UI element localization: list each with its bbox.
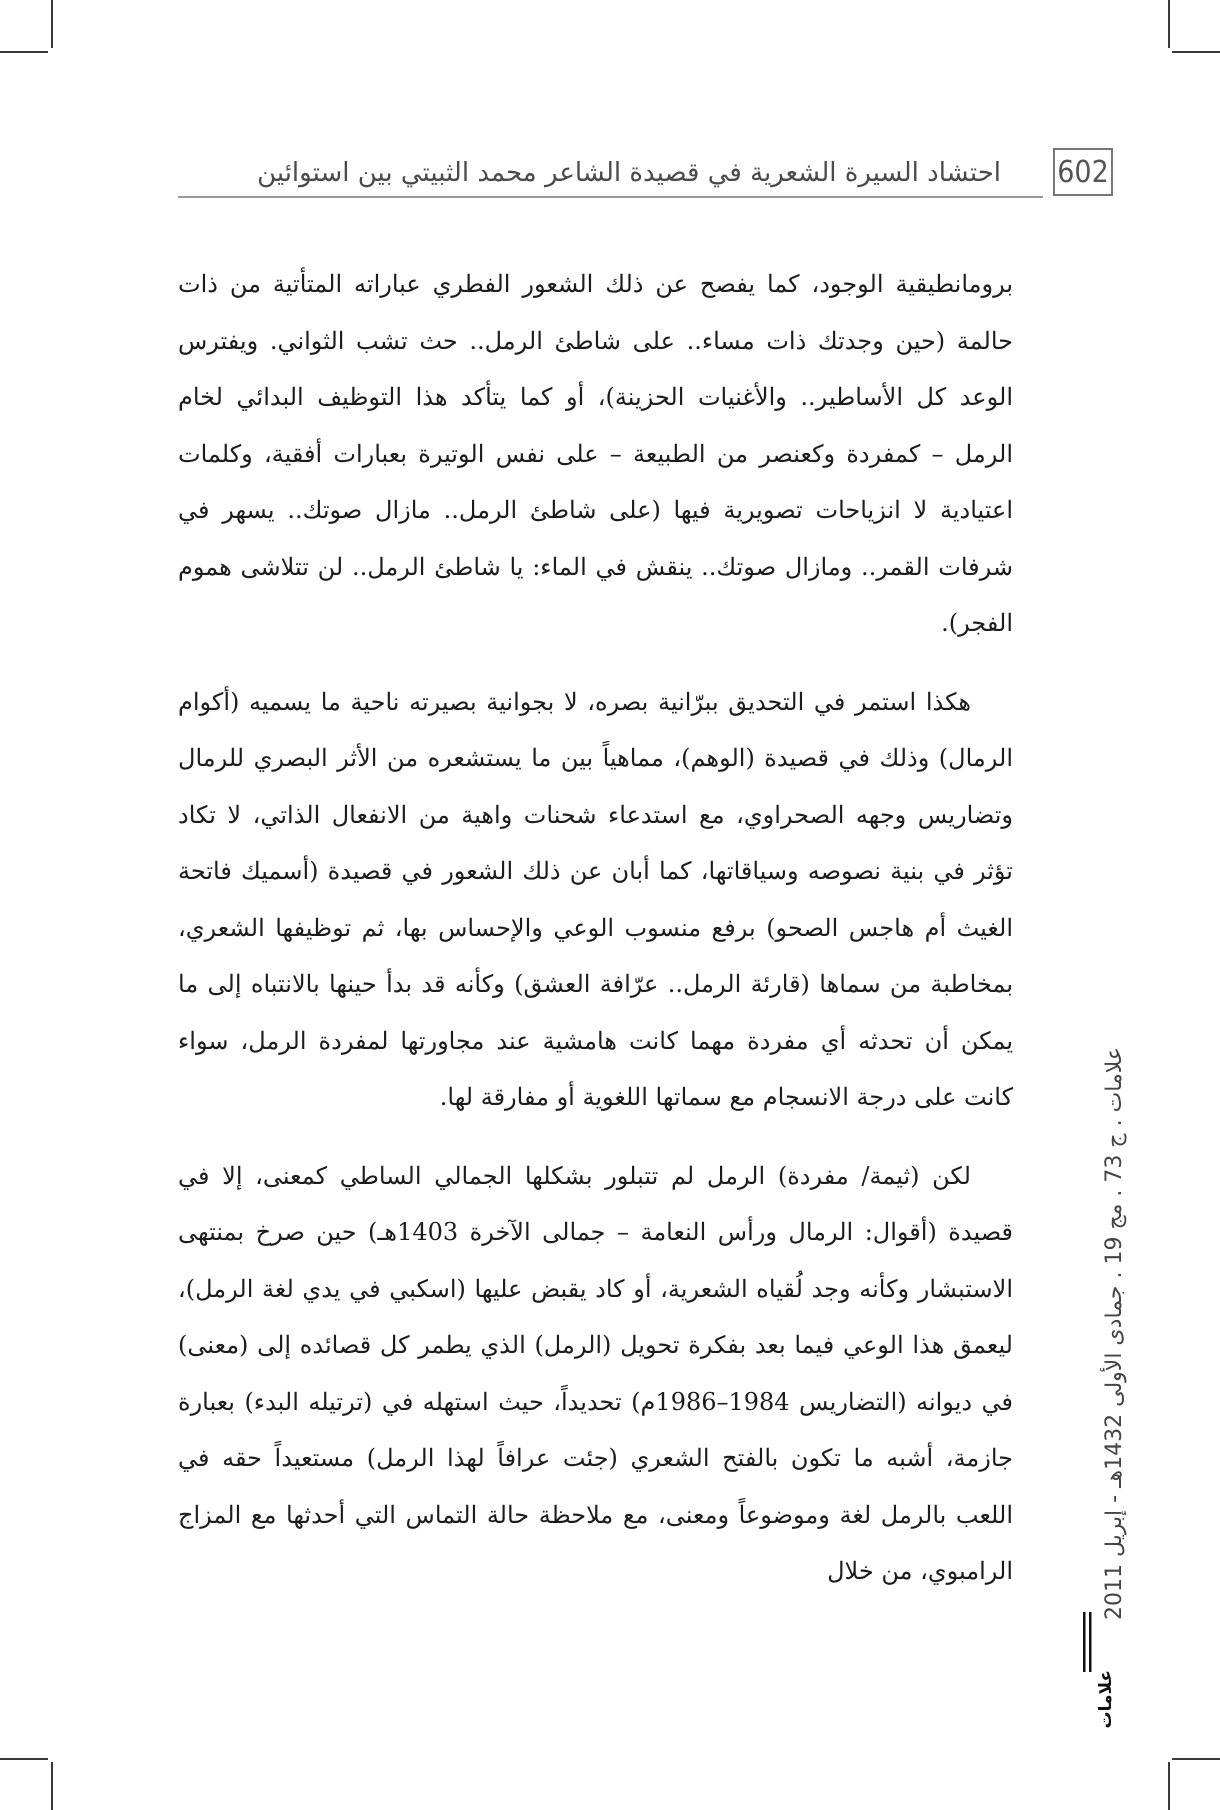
running-header <box>178 148 1113 204</box>
crop-mark <box>1172 51 1220 53</box>
body-text <box>178 256 1013 1600</box>
running-title: احتشاد السيرة الشعرية في قصيدة الشاعر محمد الثبيتي بين استوائين <box>257 158 1001 188</box>
crop-mark <box>0 1758 48 1760</box>
paragraph: هكذا استمر في التحديق ببرّانية بصره، لا بجوانية بصيرته ناحية ما يسميه (أكوام الرمال) وذلك في قصيدة (الوهم)، مماهياً بين ما يستشعره من الأثر البصري للرمال وتضاريس وجهه الصحراوي، مع استدعاء شحنات واهية من الانفعال الذاتي، لا تكاد تؤثر في بنية نصوصه وسياقاتها، كما أبان عن ذلك الشعور في قصيدة (أسميك فاتحة الغيث أم هاجس الصحو) برفع منسوب الوعي والإحساس بها، ثم توظيفها الشعري، بمخاطبة من سماها (قارئة الرمل.. عرّافة العشق) وكأنه قد بدأ حينها بالانتباه إلى ما يمكن أن تحدثه أي مفردة مهما كانت هامشية عند مجاورتها لمفردة الرمل، سواء كانت على درجة الانسجام مع سماتها اللغوية أو مفارقة لها. <box>178 687 1013 1111</box>
paragraph: برومانطيقية الوجود، كما يفصح عن ذلك الشعور الفطري عباراته المتأتية من ذات حالمة (حين وجدتك ذات مساء.. على شاطئ الرمل.. حث تشب الثواني. ويفترس الوعد كل الأساطير.. والأغنيات الحزينة)، أو كما يتأكد هذا التوظيف البدائي لخام الرمل – كمفردة وكعنصر من الطبيعة – على نفس الوتيرة بعبارات أفقية، وكلمات اعتيادية لا انزياحات تصويرية فيها (على شاطئ الرمل.. مازال صوتك.. يسهر في شرفات القمر.. ومازال صوتك.. ينقش في الماء: يا شاطئ الرمل.. لن تتلاشى هموم الفجر). <box>178 270 1013 637</box>
crop-mark <box>51 0 53 48</box>
journal-logo-text: علامات <box>1096 1670 1116 1729</box>
header-rule <box>178 196 1043 198</box>
journal-citation-text: علامات . ج 73 . مج 19 . جمادى الأولى 1432هـ - إبريل 2011 <box>1102 1046 1127 1620</box>
page-number: 602 <box>1053 148 1113 196</box>
crop-mark <box>1172 1758 1220 1760</box>
paragraph: لكن (ثيمة/ مفردة) الرمل لم تتبلور بشكلها الجمالي الساطي كمعنى، إلا في قصيدة (أقوال: الرمال ورأس النعامة – جمالى الآخرة 1403هـ) حين صرخ بمنتهى الاستبشار وكأنه وجد لُقياه الشعرية، أو كاد يقبض عليها (اسكبي في يدي لغة الرمل)، ليعمق هذا الوعي فيما بعد بفكرة تحويل (الرمل) الذي يطمر كل قصائده إلى (معنى) في ديوانه (التضاريس 1984–1986م) تحديداً، حيث استهله في (ترتيله البدء) بعبارة جازمة، أشبه ما تكون بالفتح الشعري (جئت عرافاً لهذا الرمل) مستعيداً حقه في اللعب بالرمل لغة وموضوعاً ومعنى، مع ملاحظة حالة التماس التي أحدثها مع المزاج الرامبوي، من خلال <box>178 1161 1014 1585</box>
crop-mark <box>1168 0 1170 48</box>
crop-mark <box>1168 1762 1170 1810</box>
journal-logo <box>1077 1612 1117 1729</box>
crop-mark <box>0 51 48 53</box>
crop-mark <box>51 1762 53 1810</box>
